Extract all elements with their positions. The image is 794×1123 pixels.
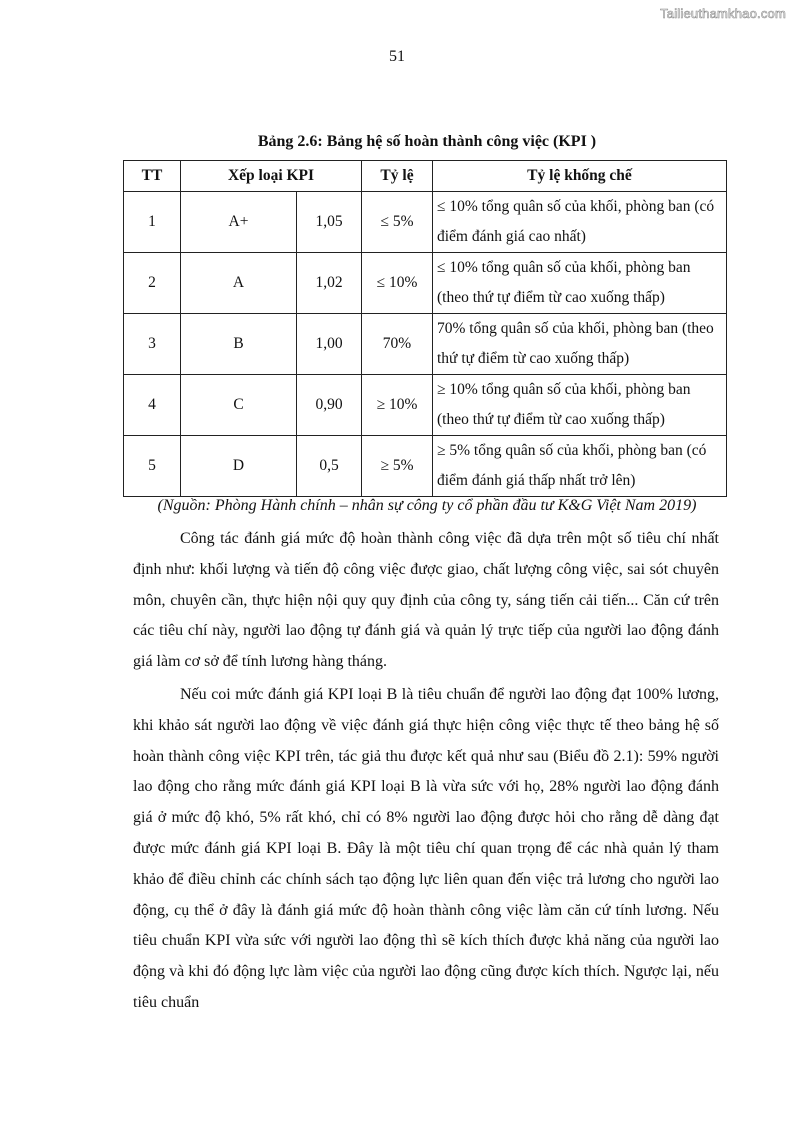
- cell-coefficient: 1,02: [297, 253, 362, 314]
- cell-tt: 3: [124, 314, 181, 375]
- cell-grade: A: [181, 253, 297, 314]
- table-source-note: (Nguồn: Phòng Hành chính – nhân sự công ty cổ phần đầu tư K&G Việt Nam 2019): [157, 497, 697, 514]
- header-grade: Xếp loại KPI: [181, 161, 362, 192]
- cell-coefficient: 1,05: [297, 192, 362, 253]
- cell-coefficient: 0,5: [297, 436, 362, 497]
- paragraph: Nếu coi mức đánh giá KPI loại B là tiêu chuẩn để người lao động đạt 100% lương, khi khảo sát người lao động về việc đánh giá thực hiện công việc thực tế theo bảng hệ số hoàn thành công việc KPI trên, tác giả thu được kết quả như sau (Biểu đồ 2.1): 59% người lao động cho rằng mức đánh giá KPI loại B là vừa sức với họ, 28% người lao động đánh giá ở mức độ khó, 5% rất khó, chỉ có 8% người lao động được hỏi cho rằng dễ dàng đạt được mức đánh giá KPI loại B. Đây là một tiêu chí quan trọng để các nhà quản lý tham khảo để điều chỉnh các chính sách tạo động lực liên quan đến việc trả lương cho người lao động, cụ thể ở đây là đánh giá mức độ hoàn thành công việc làm căn cứ tính lương. Nếu tiêu chuẩn KPI vừa sức với người lao động thì sẽ kích thích được khả năng của người lao động và khi đó động lực làm việc của người lao động cũng được kích thích. Ngược lại, nếu tiêu chuẩn: [133, 685, 719, 1011]
- table-row: [124, 375, 727, 436]
- table-row: [124, 436, 727, 497]
- header-limit: Tỷ lệ khống chế: [433, 161, 727, 192]
- cell-grade: A+: [181, 192, 297, 253]
- cell-limit: ≤ 10% tổng quân số của khối, phòng ban (theo thứ tự điểm từ cao xuống thấp): [433, 253, 727, 314]
- cell-limit: 70% tổng quân số của khối, phòng ban (theo thứ tự điểm từ cao xuống thấp): [433, 314, 727, 375]
- cell-ratio: 70%: [362, 314, 433, 375]
- cell-coefficient: 0,90: [297, 375, 362, 436]
- cell-limit: ≤ 10% tổng quân số của khối, phòng ban (có điểm đánh giá cao nhất): [433, 192, 727, 253]
- table-header-row: [124, 161, 727, 192]
- cell-coefficient: 1,00: [297, 314, 362, 375]
- page-number: 51: [389, 48, 405, 65]
- header-ratio: Tỷ lệ: [362, 161, 433, 192]
- cell-ratio: ≤ 10%: [362, 253, 433, 314]
- cell-ratio: ≤ 5%: [362, 192, 433, 253]
- cell-tt: 4: [124, 375, 181, 436]
- header-tt: TT: [124, 161, 181, 192]
- cell-limit: ≥ 5% tổng quân số của khối, phòng ban (có điểm đánh giá thấp nhất trở lên): [433, 436, 727, 497]
- table-row: [124, 253, 727, 314]
- cell-limit: ≥ 10% tổng quân số của khối, phòng ban (theo thứ tự điểm từ cao xuống thấp): [433, 375, 727, 436]
- table-caption: Bảng 2.6: Bảng hệ số hoàn thành công việc (KPI ): [257, 133, 597, 150]
- kpi-table: [123, 160, 727, 497]
- watermark: Tailieuthamkhao.com: [660, 6, 786, 21]
- cell-tt: 5: [124, 436, 181, 497]
- cell-grade: D: [181, 436, 297, 497]
- cell-tt: 1: [124, 192, 181, 253]
- cell-grade: C: [181, 375, 297, 436]
- paragraph: Công tác đánh giá mức độ hoàn thành công việc đã dựa trên một số tiêu chí nhất định như: khối lượng và tiến độ công việc được giao, chất lượng công việc, sai sót chuyên môn, chuyên cần, thực hiện nội quy quy định của công ty, sáng tiến cải tiến... Căn cứ trên các tiêu chí này, người lao động tự đánh giá và quản lý trực tiếp của người lao động đánh giá làm cơ sở để tính lương hàng tháng.: [133, 530, 719, 671]
- cell-ratio: ≥ 5%: [362, 436, 433, 497]
- body-text: [133, 524, 719, 1021]
- cell-ratio: ≥ 10%: [362, 375, 433, 436]
- table-row: [124, 314, 727, 375]
- table-row: [124, 192, 727, 253]
- cell-tt: 2: [124, 253, 181, 314]
- cell-grade: B: [181, 314, 297, 375]
